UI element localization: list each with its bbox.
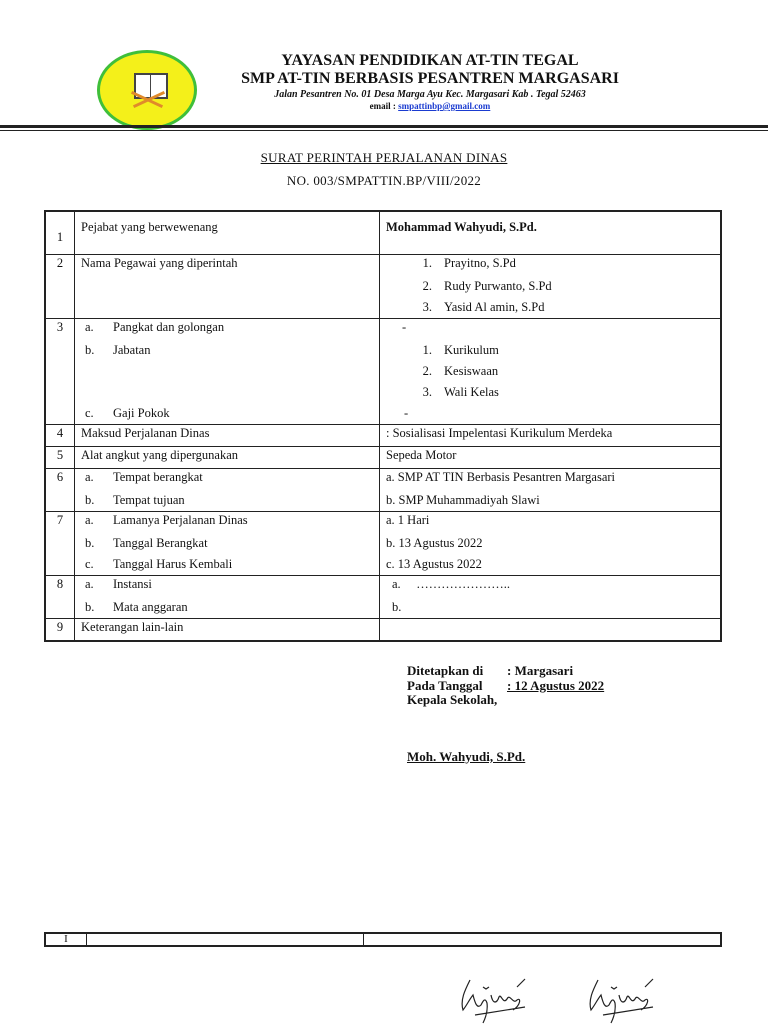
departure-place: a. SMP AT TIN Berbasis Pesantren Margasari [386, 469, 616, 484]
document-number: NO. 003/SMPATTIN.BP/VIII/2022 [286, 173, 482, 188]
spacer [81, 382, 379, 403]
address: Jalan Pesantren No. 01 Desa Marga Ayu Kec. Margasari Kab . Tegal 52463 [274, 89, 586, 100]
position-name: Wali Kelas [444, 384, 499, 399]
email-link[interactable]: smpattinbp@gmail.com [398, 101, 491, 111]
row-label: Tanggal Harus Kembali [113, 556, 233, 571]
sub-item [81, 597, 379, 618]
duration-value: a. 1 Hari [386, 512, 430, 527]
row-label: Maksud Perjalanan Dinas [81, 425, 210, 440]
row-number: 7 [56, 512, 64, 527]
place-label: Ditetapkan di [407, 663, 484, 678]
table-row [45, 254, 721, 318]
purpose-value: : Sosialisasi Impelentasi Kurikulum Merdeka [386, 425, 613, 440]
sub-item [81, 533, 379, 554]
employee-item [386, 253, 720, 274]
transport-value: Sepeda Motor [386, 447, 457, 462]
row-label: Tanggal Berangkat [113, 535, 208, 550]
list-number: 2. [422, 278, 432, 293]
item-mark: b. [85, 492, 95, 507]
list-number: 3. [422, 299, 432, 314]
table-row [45, 318, 721, 424]
item-mark: a. [85, 469, 94, 484]
school-name: SMP AT-TIN BERBASIS PESANTREN MARGASARI [241, 70, 619, 87]
row-number: 3 [56, 319, 64, 334]
travel-order-table [44, 210, 722, 642]
date-value: : 12 Agustus 2022 [507, 677, 605, 693]
place-value: : Margasari [507, 663, 574, 678]
departure-date: b. 13 Agustus 2022 [386, 535, 483, 550]
return-date: c. 13 Agustus 2022 [386, 556, 482, 571]
header-rule [0, 125, 768, 128]
row-label: Instansi [113, 576, 152, 591]
item-mark: b. [85, 342, 95, 357]
email-line [200, 101, 660, 111]
sub-item [81, 490, 379, 511]
row-number: 2 [56, 255, 64, 270]
row-number: 4 [56, 425, 64, 440]
budget-value: b. [392, 599, 402, 614]
sub-item [81, 554, 379, 575]
sub-item [81, 467, 379, 488]
employee-name: Rudy Purwanto, S.Pd [444, 278, 552, 293]
table-row [45, 933, 721, 946]
row-label: Tempat berangkat [113, 469, 203, 484]
item-mark: a. [85, 319, 94, 334]
item-mark: a. [85, 512, 94, 527]
spacer [81, 361, 379, 382]
row-label: Mata anggaran [113, 599, 188, 614]
row-label: Tempat tujuan [113, 492, 185, 507]
date-line [407, 679, 604, 694]
sub-item [81, 510, 379, 531]
item-mark: c. [85, 556, 94, 571]
institution-value: a. ………………….. [392, 576, 511, 591]
header-rule-thin [0, 130, 768, 131]
notes-value [386, 617, 720, 638]
table-row [45, 446, 721, 468]
position-name: Kesiswaan [444, 363, 499, 378]
employee-item [386, 297, 720, 318]
row-label: Alat angkut yang dipergunakan [81, 447, 239, 462]
sub-item [81, 340, 379, 361]
row-label: Pangkat dan golongan [113, 319, 225, 334]
rank-value: - [402, 319, 407, 334]
foundation-name: YAYASAN PENDIDIKAN AT-TIN TEGAL [281, 52, 579, 69]
list-number: 2. [422, 363, 432, 378]
row-number: 6 [56, 469, 64, 484]
position-item [386, 382, 720, 403]
row-label: Lamanya Perjalanan Dinas [113, 512, 248, 527]
row-number: I [45, 933, 87, 946]
row-label: Nama Pegawai yang diperintah [81, 255, 238, 270]
empty-cell [87, 933, 364, 946]
signer-position: Kepala Sekolah, [407, 692, 498, 707]
row-number: 1 [56, 230, 64, 244]
position-name: Kurikulum [444, 342, 499, 357]
handwritten-signatures [455, 975, 665, 1024]
item-mark: b. [85, 599, 95, 614]
employee-name: Yasid Al amin, S.Pd [444, 299, 545, 314]
place-line [407, 664, 604, 679]
row-number: 8 [56, 576, 64, 591]
bottom-table [44, 932, 722, 947]
table-row [45, 618, 721, 641]
item-mark: a. [85, 576, 94, 591]
position-item [386, 361, 720, 382]
list-number: 1. [422, 342, 432, 357]
employee-item [386, 276, 720, 297]
list-number: 1. [422, 255, 432, 270]
sub-item [81, 574, 379, 595]
document-title: SURAT PERINTAH PERJALANAN DINAS [260, 150, 508, 165]
item-mark: c. [85, 405, 94, 420]
table-row [45, 211, 721, 254]
row-label: Gaji Pokok [113, 405, 170, 420]
signature-mark [462, 979, 525, 1023]
row-number: 5 [56, 447, 64, 462]
row-number: 9 [56, 619, 64, 634]
destination-place: b. SMP Muhammadiyah Slawi [386, 492, 540, 507]
empty-cell [364, 933, 722, 946]
salary-value: - [404, 405, 409, 420]
signer-name: Moh. Wahyudi, S.Pd. [407, 748, 526, 764]
list-number: 3. [422, 384, 432, 399]
signature-block [407, 664, 604, 764]
email-label: email : [369, 101, 396, 111]
signature-mark [590, 979, 653, 1023]
official-name: Mohammad Wahyudi, S.Pd. [386, 220, 537, 234]
row-label: Keterangan lain-lain [81, 619, 184, 634]
item-mark: b. [85, 535, 95, 550]
date-label: Pada Tanggal [407, 677, 483, 693]
row-label: Jabatan [113, 342, 151, 357]
table-row [45, 511, 721, 575]
employee-name: Prayitno, S.Pd [444, 255, 516, 270]
table-row [45, 575, 721, 618]
school-logo [97, 50, 197, 130]
sub-item [81, 403, 379, 424]
table-row [45, 424, 721, 446]
sub-item [81, 317, 379, 338]
position-item [386, 340, 720, 361]
row-label: Pejabat yang berwewenang [81, 220, 218, 234]
table-row [45, 468, 721, 511]
